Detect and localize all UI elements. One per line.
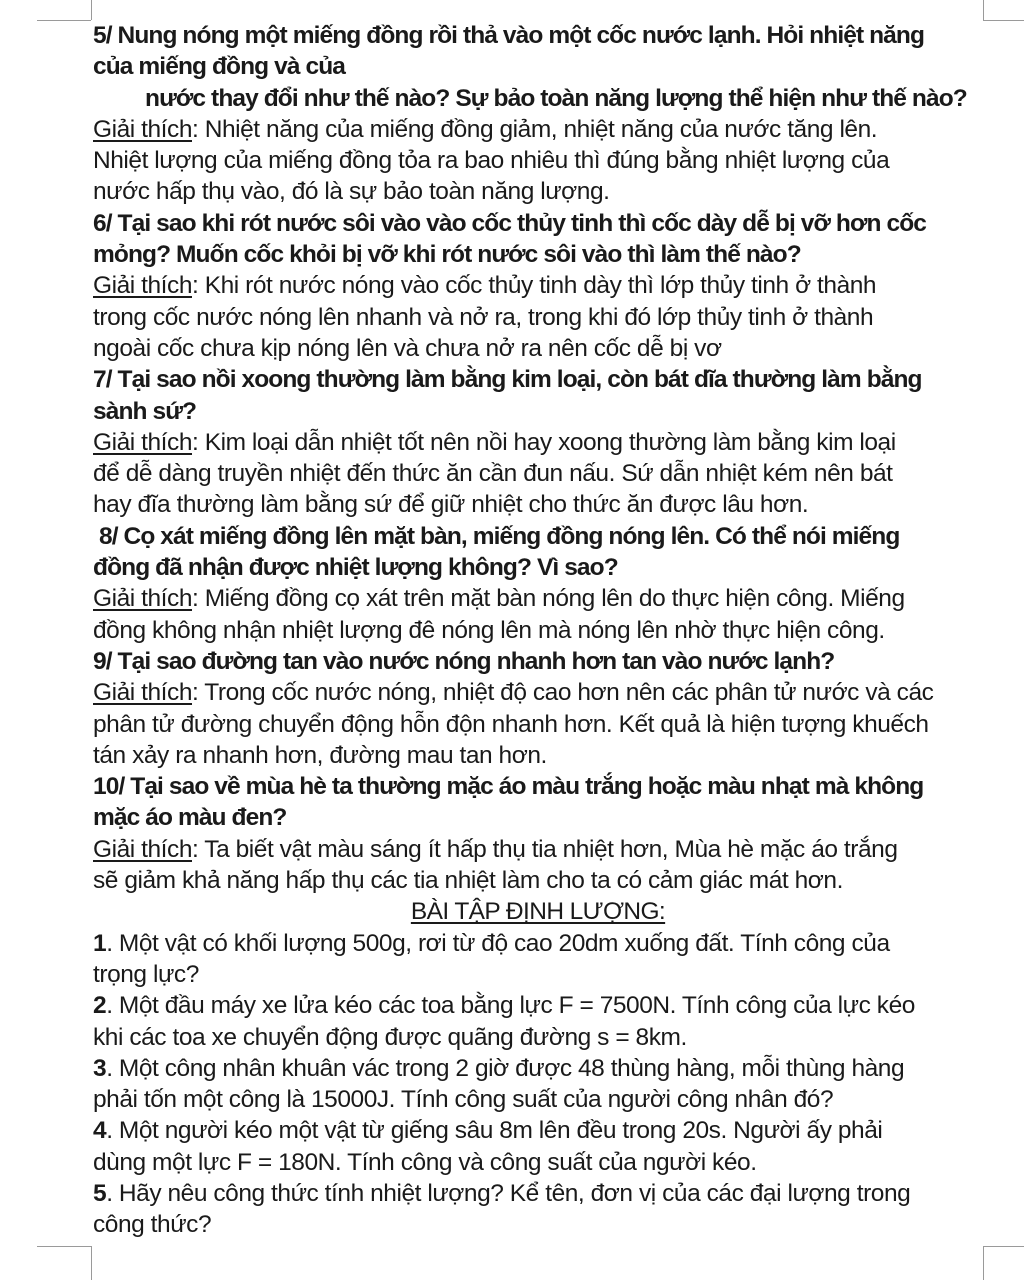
answer-text: ngoài cốc chưa kịp nóng lên và chưa nở ra nên cốc dễ bị vơ — [93, 334, 722, 362]
question-text: mỏng? Muốn cốc khỏi bị vỡ khi rót nước sôi vào thì làm thế nào? — [93, 241, 801, 269]
question-10 — [93, 771, 983, 896]
explanation-label: Giải thích — [93, 272, 192, 300]
answer-text: trong cốc nước nóng lên nhanh và nở ra, trong khi đó lớp thủy tinh ở thành — [93, 303, 874, 331]
exercise-text: phải tốn một công là 15000J. Tính công suất của người công nhân đó? — [93, 1086, 834, 1114]
exercise-number: 2 — [93, 992, 107, 1020]
exercise-text: . Hãy nêu công thức tính nhiệt lượng? Kể tên, đơn vị của các đại lượng trong — [106, 1179, 911, 1207]
question-text: 7/ Tại sao nồi xoong thường làm bằng kim loại, còn bát dĩa thường làm bằng — [93, 366, 922, 394]
exercise-number: 4 — [93, 1117, 107, 1145]
question-5 — [93, 20, 983, 208]
answer-text: sẽ giảm khả năng hấp thụ các tia nhiệt làm cho ta có cảm giác mát hơn. — [93, 867, 843, 895]
crop-mark-bottom-left-vertical — [91, 1246, 92, 1280]
question-6 — [93, 208, 983, 364]
exercise-number: 3 — [93, 1054, 107, 1082]
explanation-label: Giải thích — [93, 115, 192, 143]
exercise-text: trọng lực? — [93, 960, 199, 988]
explanation-label: Giải thích — [93, 428, 192, 456]
answer-text: nước hấp thụ vào, đó là sự bảo toàn năng lượng. — [93, 178, 610, 206]
answer-line — [93, 583, 983, 614]
answer-text: đồng không nhận nhiệt lượng đê nóng lên mà nóng lên nhờ thực hiện công. — [93, 616, 885, 644]
question-text: 5/ Nung nóng một miếng đồng rồi thả vào một cốc nước lạnh. Hỏi nhiệt năng — [93, 22, 925, 49]
exercise-item — [93, 1053, 983, 1084]
question-text: của miếng đồng và của — [93, 53, 346, 81]
answer-text: : Kim loại dẫn nhiệt tốt nên nồi hay xoong thường làm bằng kim loại — [192, 428, 896, 456]
exercise-text: . Một người kéo một vật từ giếng sâu 8m lên đều trong 20s. Người ấy phải — [106, 1117, 883, 1145]
question-7 — [93, 364, 983, 520]
crop-mark-top-left-vertical — [91, 0, 92, 20]
exercise-number: 5 — [93, 1179, 107, 1207]
question-text: 9/ Tại sao đường tan vào nước nóng nhanh hơn tan vào nước lạnh? — [93, 647, 835, 675]
answer-text: : Ta biết vật màu sáng ít hấp thụ tia nhiệt hơn, Mùa hè mặc áo trắng — [192, 835, 898, 863]
question-text: sành sứ? — [93, 397, 197, 425]
answer-line — [93, 427, 983, 458]
answer-text: : Nhiệt năng của miếng đồng giảm, nhiệt năng của nước tăng lên. — [192, 115, 878, 143]
exercise-item — [93, 1115, 983, 1146]
answer-text: : Trong cốc nước nóng, nhiệt độ cao hơn nên các phân tử nước và các — [192, 679, 934, 707]
question-text: mặc áo màu đen? — [93, 804, 287, 832]
answer-text: hay đĩa thường làm bằng sứ để giữ nhiệt cho thức ăn được lâu hơn. — [93, 491, 809, 519]
exercise-item — [93, 990, 983, 1021]
exercise-list — [93, 928, 983, 1241]
answer-text: : Miếng đồng cọ xát trên mặt bàn nóng lên do thực hiện công. Miếng — [192, 585, 905, 613]
explanation-label: Giải thích — [93, 679, 192, 707]
exercise-number: 1 — [93, 929, 107, 957]
answer-text: để dễ dàng truyền nhiệt đến thức ăn cần đun nấu. Sứ dẫn nhiệt kém nên bát — [93, 460, 893, 488]
crop-mark-bottom-right — [983, 1246, 1024, 1247]
explanation-label: Giải thích — [93, 835, 192, 863]
document-page — [93, 20, 983, 1241]
answer-line — [93, 270, 983, 301]
question-9 — [93, 646, 983, 771]
exercise-text: . Một công nhân khuân vác trong 2 giờ được 48 thùng hàng, mỗi thùng hàng — [106, 1054, 905, 1082]
question-text: nước thay đổi như thế nào? Sự bảo toàn năng lượng thể hiện như thế nào? — [145, 84, 967, 112]
answer-line — [93, 677, 983, 708]
explanation-label: Giải thích — [93, 585, 192, 613]
crop-mark-top-left — [37, 20, 91, 21]
question-text: 10/ Tại sao về mùa hè ta thường mặc áo màu trắng hoặc màu nhạt mà không — [93, 773, 924, 801]
question-8 — [93, 521, 983, 646]
question-text: 8/ Cọ xát miếng đồng lên mặt bàn, miếng đồng nóng lên. Có thể nói miếng — [99, 522, 900, 550]
exercise-text: . Một vật có khối lượng 500g, rơi từ độ cao 20dm xuống đất. Tính công của — [106, 929, 890, 957]
answer-line — [93, 114, 983, 145]
section-heading: BÀI TẬP ĐỊNH LƯỢNG: — [410, 898, 666, 926]
answer-text: tán xảy ra nhanh hơn, đường mau tan hơn. — [93, 741, 547, 769]
answer-text: Nhiệt lượng của miếng đồng tỏa ra bao nhiêu thì đúng bằng nhiệt lượng của — [93, 147, 890, 175]
crop-mark-bottom-left — [37, 1246, 91, 1247]
crop-mark-top-right — [983, 20, 1024, 21]
crop-mark-bottom-right-vertical — [983, 1246, 984, 1280]
exercise-item — [93, 928, 983, 959]
exercise-item — [93, 1178, 983, 1209]
exercise-text: . Một đầu máy xe lửa kéo các toa bằng lực F = 7500N. Tính công của lực kéo — [106, 992, 915, 1020]
exercise-text: công thức? — [93, 1211, 212, 1239]
answer-text: phân tử đường chuyển động hỗn độn nhanh hơn. Kết quả là hiện tượng khuếch — [93, 710, 929, 738]
question-text: 6/ Tại sao khi rót nước sôi vào vào cốc thủy tinh thì cốc dày dễ bị vỡ hơn cốc — [93, 209, 926, 237]
crop-mark-top-right-vertical — [983, 0, 984, 20]
answer-text: : Khi rót nước nóng vào cốc thủy tinh dày thì lớp thủy tinh ở thành — [192, 272, 877, 300]
exercise-text: dùng một lực F = 180N. Tính công và công suất của người kéo. — [93, 1148, 757, 1176]
question-text: đồng đã nhận được nhiệt lượng không? Vì sao? — [93, 554, 618, 582]
answer-line — [93, 834, 983, 865]
exercise-text: khi các toa xe chuyển động được quãng đường s = 8km. — [93, 1023, 687, 1051]
